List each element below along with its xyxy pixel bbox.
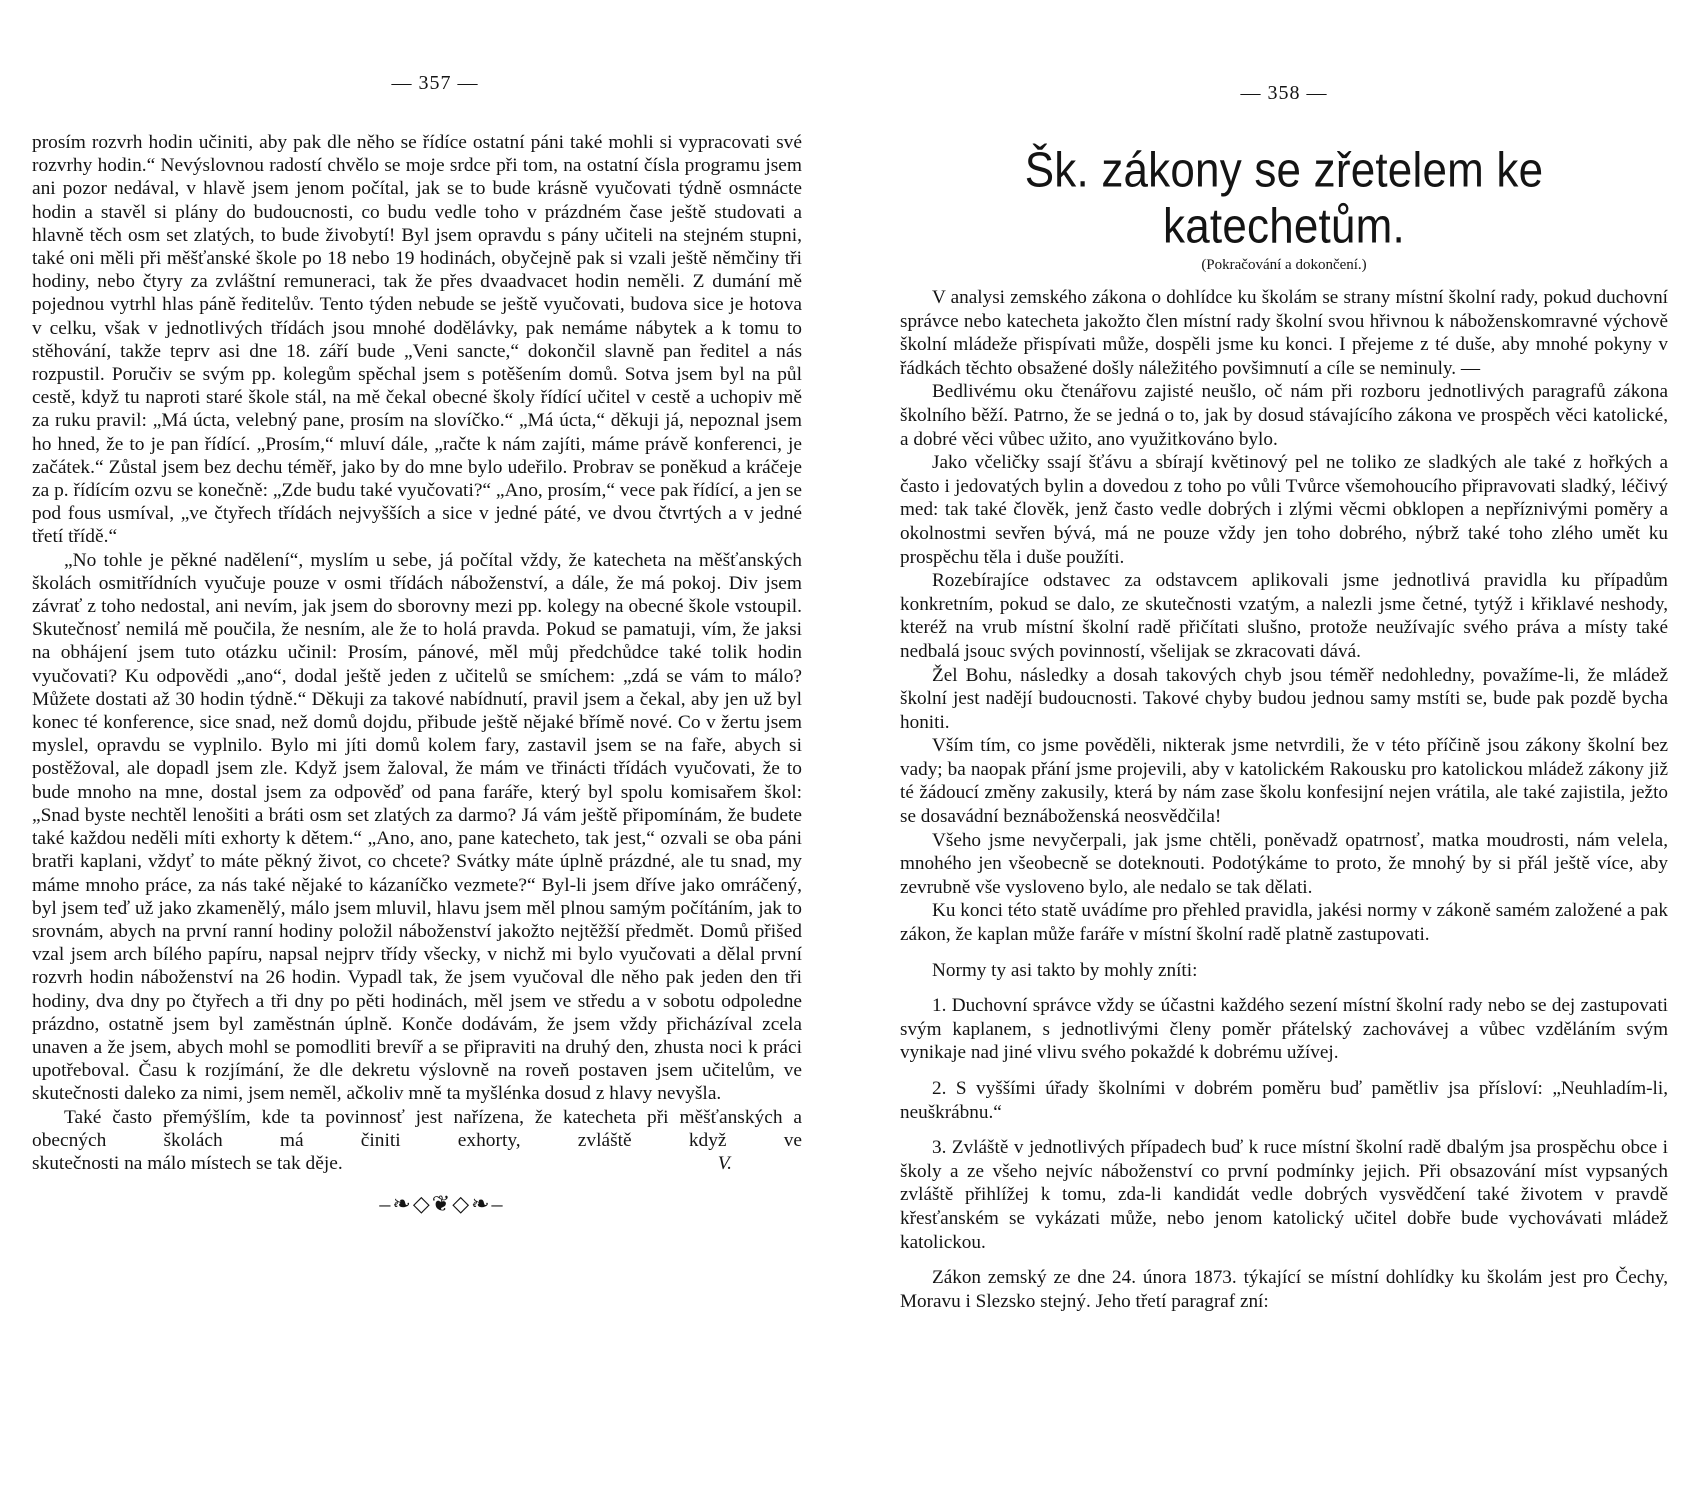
paragraph: Vším tím, co jsme pověděli, nikterak jsme netvrdili, že v této příčině jsou zákony školní bez vady; ba naopak přání jsme projevili, aby v katolickém Rakousku pro katolickou mládež zákony již té žádoucí změny zakusily, která by nám zase školu konfesijní nejen vrátila, ale také zajistila, ježto se dosavádní beznáboženská neosvědčila! <box>900 735 1668 828</box>
closing-paragraph: Zákon zemský ze dne 24. února 1873. týkající se místní dohlídky ku školám jest pro Čechy, Moravu i Slezsko stejný. Jeho třetí paragraf zní: <box>900 1267 1668 1312</box>
paragraph: Bedlivému oku čtenářovu zajisté neušlo, oč nám při rozboru jednotlivých paragrafů zákona školního běží. Patrno, že se jedná o to, jak by dosud stávajícího zákona ve prospěch věci katolické, a dobré věci vůbec užito, ano využitkováno bylo. <box>900 381 1668 450</box>
paragraph: prosím rozvrh hodin učiniti, aby pak dle něho se řídíce ostatní páni také mohli si vypracovati své rozvrhy hodin.“ Nevýslovnou radostí chvělo se moje srdce při tom, na ostatní čísla programu jsem ani pozor nedával, v hlavě jsem jenom počítal, jak se to bude krásně vyučovati týdně osmnácte hodin a stavěl si plány do budoucnosti, co budu vedle toho v prázdném čase ještě studovati a hlavně těch osm set zlatých, to bude živobytí! Byl jsem opravdu s pány učiteli na stejném stupni, také oni měli při měšťanské škole po 18 nebo 19 hodinách, obyčejně pak si vzali ještě němčiny tři hodiny, nebo čtyry za zvláštní remuneraci, tak že přes dvaadvacet hodin neměli. Z dumání mě pojednou vytrhl hlas páně ředitelův. Tento týden nebude se ještě vyučovati, budova sice je hotova v celku, však v jednotlivých třídách jsou mnohé dodělávky, pak nemáme nábytek a k tomu to stěhování, takže teprv asi dne 18. září bude „Veni sancte,“ dokončil slavně pan ředitel a nás rozpustil. Poručiv se svým pp. kolegům spěchal jsem s potěšením domů. Sotva jsem byl na půl cestě, když tu naproti staré škole stál, na mě čekal obecné školy řídící učitel v cestě a uchopiv mě za ruku pravil: „Má úcta, velebný pane, prosím na slovíčko.“ „Má úcta,“ děkuji já, nepoznal jsem ho hned, že to je pan řídící. „Prosím,“ mluví dále, „račte k nám zajíti, máme právě konferenci, je začátek.“ Zůstal jsem bez dechu téměř, jako by do mne bylo udeřilo. Probrav se poněkud a kráčeje za p. řídícím ozvu se konečně: „Zde budu také vyučovati?“ „Ano, prosím,“ vece pak řídící, a jen se pod fous usmíval, „ve čtyřech třídách nejvyšších a sice v jedné páté, ve dvou čtvrtých a v jedné třetí třídě.“ <box>32 132 802 548</box>
norm-item: 1. Duchovní správce vždy se účastni každého sezení místní školní rady nebo se dej zastupovati svým kaplanem, s jednotlivými členy poměr přátelský zachovávej a vůbec vzděláním svým vynikaje nad jiné vlivu svého pokaždé k dobrému užívej. <box>900 995 1668 1064</box>
article-title: Šk. zákony se zřetelem ke katechetům. <box>1024 143 1544 254</box>
page-number: — 358 — <box>1240 82 1328 104</box>
paragraph: Jako včeličky ssají šťávu a sbírají květinový pel ne toliko ze sladkých ale také z hořkých a často i jedovatých bylin a dovedou z toho po vůli Tvůrce všemohoucího připravovati sladký, léčivý med: tak také člověk, jenž často vedle dobrých i zlými věcmi obklopen a nepříznivými poměry a okolnostmi sevřen bývá, má ne pouze vždy jen toho dobrého, nýbrž také toho zlého umět ku prospěchu těla i duše použíti. <box>900 452 1668 568</box>
norm-item: 3. Zvláště v jednotlivých případech buď k ruce místní školní radě dbalým jsa prospěchu obce i školy a ze všeho nejvíc náboženství co první podmínky jejich. Při obsazování míst vypsaných zvláště přihlížej k tomu, zda-li kandidát vedle dobrých vysvědčení také životem v pravdě křesťanském se vykázati může, nebo jenom katolický učitel dobře bude vychovávati mládež katolickou. <box>900 1137 1668 1253</box>
right-page <box>900 0 1668 1313</box>
paragraph: Žel Bohu, následky a dosah takových chyb jsou téměř nedohledny, považíme-li, že mládež školní jest nadějí budoucnosti. Takové chyby budou jednou samy mstíti se, bude pak pozdě bycha honiti. <box>900 664 1668 733</box>
paragraph: Všeho jsme nevyčerpali, jak jsme chtěli, poněvadž opatrnosť, matka moudrosti, nám velela, mnohého jen všeobecně se doteknouti. Podotýkáme to proto, že mnohý by si přál ještě více, aby zevrubně vše vysloveno bylo, ale nedalo se tak dělati. <box>900 829 1668 898</box>
paragraph: Ku konci této statě uvádíme pro přehled pravidla, jakési normy v zákoně samém založené a pak zákon, že kaplan může faráře v místní školní radě platně zastupovati. <box>900 900 1668 946</box>
ornament-icon: –❧◇❦◇❧– <box>379 1191 505 1217</box>
paragraph: Také často přemýšlím, kde ta povinnosť jest nařízena, že katecheta při měšťanských a obecných školách má činiti exhorty, zvláště když ve <box>32 1106 802 1151</box>
page-number: — 357 — <box>391 72 479 94</box>
paragraph: V analysi zemského zákona o dohlídce ku školám se strany místní školní rady, pokud duchovní správce nebo katecheta jakožto člen místní rady školní svou hřivnou k náboženskomravné výchově školní mládeže přispívati může, dospěli jsme ku konci. I přejeme z té duše, aby mnohé pokyny v řádkách těchto obsažené došly náležitého povšimnutí a cíle se neminuly. — <box>900 287 1668 379</box>
norms-intro: Normy ty asi takto by mohly zníti: <box>932 959 1198 981</box>
left-page <box>32 0 802 1217</box>
closing-line <box>32 1152 802 1175</box>
right-page-body <box>900 286 1668 1313</box>
norm-item: 2. S vyššími úřady školními v dobrém poměru buď pamětliv jsa přísloví: „Neuhladím-li, neuškrábnu.“ <box>900 1078 1668 1123</box>
last-line: skutečnosti na málo místech se tak děje. <box>32 1152 343 1174</box>
article-subtitle: (Pokračování a dokončení.) <box>1201 257 1367 273</box>
author-signature: V. <box>717 1152 732 1174</box>
left-page-body <box>32 131 802 1217</box>
paragraph: Rozebírajíce odstavec za odstavcem aplikovali jsme jednotlivá pravidla ku případům konkretním, pokud se dalo, ze skutečnosti vzatým, a nalezli jsme četné, tytýž i křiklavé neshody, kteréž na vrub místní školní radě přičítati slušno, protože neužívajíc svého práva a místy také nedbalá jsouc svých povinností, všelijak se zkracovati dává. <box>900 570 1668 662</box>
paragraph: „No tohle je pěkné nadělení“, myslím u sebe, já počítal vždy, že katecheta na měšťanských školách osmitřídních vyučuje pouze v osmi třídách náboženství, a dále, že má pokoj. Div jsem závrať z toho nedostal, ani nevím, jak jsem do sborovny mezi pp. kolegy na obecné škole vstoupil. Skutečnosť nemilá mě poučila, že nesním, ale že to holá pravda. Pokud se pamatuji, vím, že jaksi na obhájení jsem tuto otázku učinil: Prosím, pánové, měl můj předchůdce také tolik hodin vyučovati? Ku odpovědi „ano“, dodal ještě jeden z učitelů se smíchem: „zdá se vám to málo? Můžete dostati až 30 hodin týdně.“ Děkuji za takové nabídnutí, pravil jsem a čekal, aby jen už byl konec té konference, sice snad, než domů dojdu, přibude ještě nějaké břímě nové. Co v žertu jsem myslel, opravdu se vyplnilo. Bylo mi jíti domů kolem fary, zastavil jsem se na faře, abych si postěžoval, ale dopadl jsem zle. Když jsem žaloval, že mám ve třinácti třídách vyučovati, že to bude mnoho na mne, dostal jsem za odpověď od pana faráře, který byl spolu komisařem škol: „Snad byste nechtěl lenošiti a bráti osm set zlatých za darmo? Já vám ještě připomínám, že budete také každou neděli míti exhorty k dětem.“ „Ano, ano, pane katecheto, tak jest,“ ozvali se oba páni bratři kaplani, vždyť to máte pěkný život, co chcete? Svátky máte úplně prázdné, ale tu snad, my máme mnoho práce, za nás také nějaké to kázaníčko vezmete?“ Byl-li jsem dříve jako omráčený, byl jsem teď už jako zkamenělý, málo jsem mluvil, hlavu jsem měl plnou samým počítáním, jak to srovnám, abych na první ranní hodiny položil náboženství jakožto nejtěžší předmět. Domů přišed vzal jsem arch bílého papíru, napsal nejprv třídy všecky, v nichž mi bylo vyučovati a dělal první rozvrh hodin náboženství na 26 hodin. Vypadl tak, že jsem vyučoval dle něho pak jeden den tři hodiny, dva dny po čtyřech a tři dny po pěti hodinách, měl jsem ve středu a v sobotu odpoledne prázdno, ostatně jsem byl zaměstnán úplně. Konče dodávám, že jsem vždy přicházíval zcela unaven a že jsem, abych mohl se pomodliti brevíř a se připraviti na druhý den, zhusta noci k práci upotřeboval. Času k rozjímání, že dle dekretu výslovně na roveň postaven jsem učitelům, ve skutečnosti daleko za nimi, jsem neměl, ačkoliv mně ta myšlénka dosud z hlavy nevyšla. <box>32 549 802 1105</box>
